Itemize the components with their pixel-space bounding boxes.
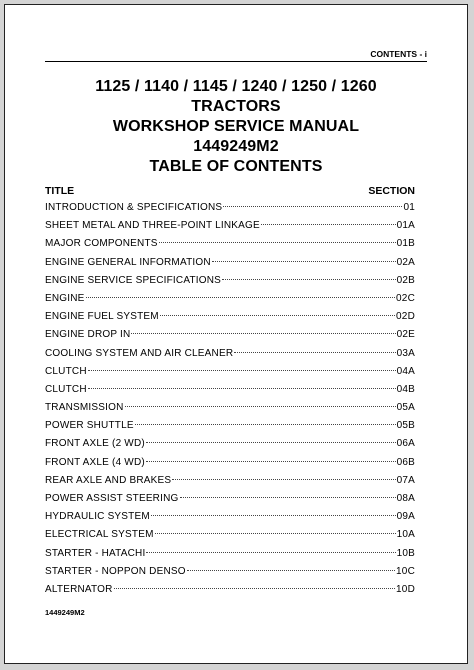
title-block — [45, 77, 427, 177]
toc-entry-title: FRONT AXLE (4 WD) — [45, 456, 145, 468]
dot-leader — [88, 370, 396, 371]
toc-entry-title: FRONT AXLE (2 WD) — [45, 438, 145, 450]
toc-entry[interactable] — [45, 238, 415, 256]
toc-entry-section: 02A — [396, 256, 415, 268]
toc-entry[interactable] — [45, 566, 415, 584]
dot-leader — [187, 570, 395, 571]
dot-leader — [261, 224, 396, 225]
toc-entry-title: ENGINE DROP IN — [45, 329, 131, 341]
toc-entry-section: 09A — [396, 511, 415, 523]
toc-entry[interactable] — [45, 257, 415, 275]
toc-entry[interactable] — [45, 529, 415, 547]
dot-leader — [125, 406, 396, 407]
toc-entry-title: HYDRAULIC SYSTEM — [45, 511, 150, 523]
dot-leader — [86, 297, 396, 298]
toc-entry-title: POWER ASSIST STEERING — [45, 493, 179, 504]
dot-leader — [88, 388, 396, 389]
toc-entry-title: COOLING SYSTEM AND AIR CLEANER — [45, 347, 234, 359]
toc-entry[interactable] — [45, 202, 415, 220]
toc-entry-title: CLUTCH — [45, 383, 87, 395]
dot-leader — [146, 552, 395, 553]
dot-leader — [172, 479, 395, 480]
dot-leader — [135, 424, 396, 425]
toc-entry[interactable] — [45, 584, 415, 602]
dot-leader — [159, 242, 396, 243]
toc-entry-section: 01B — [396, 238, 415, 250]
toc-entry[interactable] — [45, 275, 415, 293]
toc-entry[interactable] — [45, 348, 415, 366]
toc-entry-title: ENGINE — [45, 292, 85, 304]
page-footer — [45, 608, 85, 617]
toc-entry[interactable] — [45, 493, 415, 511]
document-page — [4, 4, 468, 664]
header-label: CONTENTS - i — [370, 49, 427, 59]
toc-entry-title: REAR AXLE AND BRAKES — [45, 474, 172, 486]
footer-doc-number: 1449249M2 — [45, 608, 85, 617]
toc-entry[interactable] — [45, 293, 415, 311]
toc-entry[interactable] — [45, 402, 415, 420]
toc-entry-section: 01A — [396, 220, 415, 232]
toc-entry-title: MAJOR COMPONENTS — [45, 238, 158, 250]
toc-entry-title: ALTERNATOR — [45, 583, 113, 595]
toc-entry-section: 10D — [396, 583, 415, 595]
toc-entry-section: 02C — [396, 292, 415, 304]
toc-entry-title: ENGINE FUEL SYSTEM — [45, 311, 159, 323]
toc-entry-title: CLUTCH — [45, 365, 87, 377]
toc-entry-title: SHEET METAL AND THREE-POINT LINKAGE — [45, 220, 260, 232]
toc-entry[interactable] — [45, 329, 415, 347]
dot-leader — [146, 442, 396, 443]
dot-leader — [223, 206, 402, 207]
dot-leader — [146, 461, 396, 462]
toc-entry-section: 01 — [403, 202, 415, 213]
toc-entry-title: TRANSMISSION — [45, 402, 124, 414]
toc-entry-section: 06A — [396, 438, 415, 450]
toc-entry-section: 05A — [396, 402, 415, 414]
toc-entry-section: 06B — [396, 456, 415, 468]
dot-leader — [151, 515, 396, 516]
model-list: 1125 / 1140 / 1145 / 1240 / 1250 / 1260 — [95, 78, 377, 95]
dot-leader — [212, 261, 396, 262]
toc-entry-title: STARTER - NOPPON DENSO — [45, 565, 186, 577]
toc-entry-section: 07A — [396, 474, 415, 486]
toc-entry-section: 02B — [396, 274, 415, 286]
dot-leader — [160, 315, 395, 316]
manual-number: 1449249M2 — [193, 138, 279, 155]
toc-entry[interactable] — [45, 384, 415, 402]
dot-leader — [114, 588, 395, 589]
title-column-heading: TITLE — [45, 185, 75, 197]
toc-entry[interactable] — [45, 311, 415, 329]
toc-entry-title: ENGINE SERVICE SPECIFICATIONS — [45, 274, 222, 286]
page-header — [45, 47, 427, 62]
toc-entry-section: 05B — [396, 420, 415, 432]
toc-entry-section: 02D — [396, 311, 415, 323]
toc-entry-title: STARTER - HATACHI — [45, 547, 146, 559]
product-type: TRACTORS — [191, 98, 281, 115]
manual-name: WORKSHOP SERVICE MANUAL — [112, 118, 360, 135]
toc-entry[interactable] — [45, 420, 415, 438]
section-column-heading: SECTION — [368, 185, 415, 197]
toc-entry-section: 10B — [396, 547, 415, 559]
dot-leader — [234, 352, 395, 353]
toc-list — [45, 202, 415, 602]
toc-entry-section: 10A — [396, 529, 415, 541]
toc-entry[interactable] — [45, 220, 415, 238]
toc-entry[interactable] — [45, 511, 415, 529]
toc-entry[interactable] — [45, 475, 415, 493]
toc-entry-title: INTRODUCTION & SPECIFICATIONS — [45, 202, 223, 213]
toc-entry[interactable] — [45, 548, 415, 566]
toc-entry[interactable] — [45, 366, 415, 384]
toc-entry-section: 02E — [396, 329, 415, 341]
dot-leader — [131, 333, 395, 334]
toc-entry[interactable] — [45, 457, 415, 475]
toc-column-headings — [45, 185, 415, 199]
toc-entry-title: ELECTRICAL SYSTEM — [45, 529, 154, 541]
toc-entry-section: 10C — [396, 565, 415, 577]
toc-entry-section: 04A — [396, 365, 415, 377]
page-title: TABLE OF CONTENTS — [149, 158, 323, 175]
dot-leader — [180, 497, 396, 498]
toc-entry-title: ENGINE GENERAL INFORMATION — [45, 256, 211, 268]
dot-leader — [222, 279, 396, 280]
toc-entry-title: POWER SHUTTLE — [45, 420, 134, 432]
toc-entry-section: 04B — [396, 383, 415, 395]
dot-leader — [155, 533, 396, 534]
toc-entry-section: 08A — [396, 493, 415, 504]
toc-entry[interactable] — [45, 438, 415, 456]
toc-entry-section: 03A — [396, 347, 415, 359]
